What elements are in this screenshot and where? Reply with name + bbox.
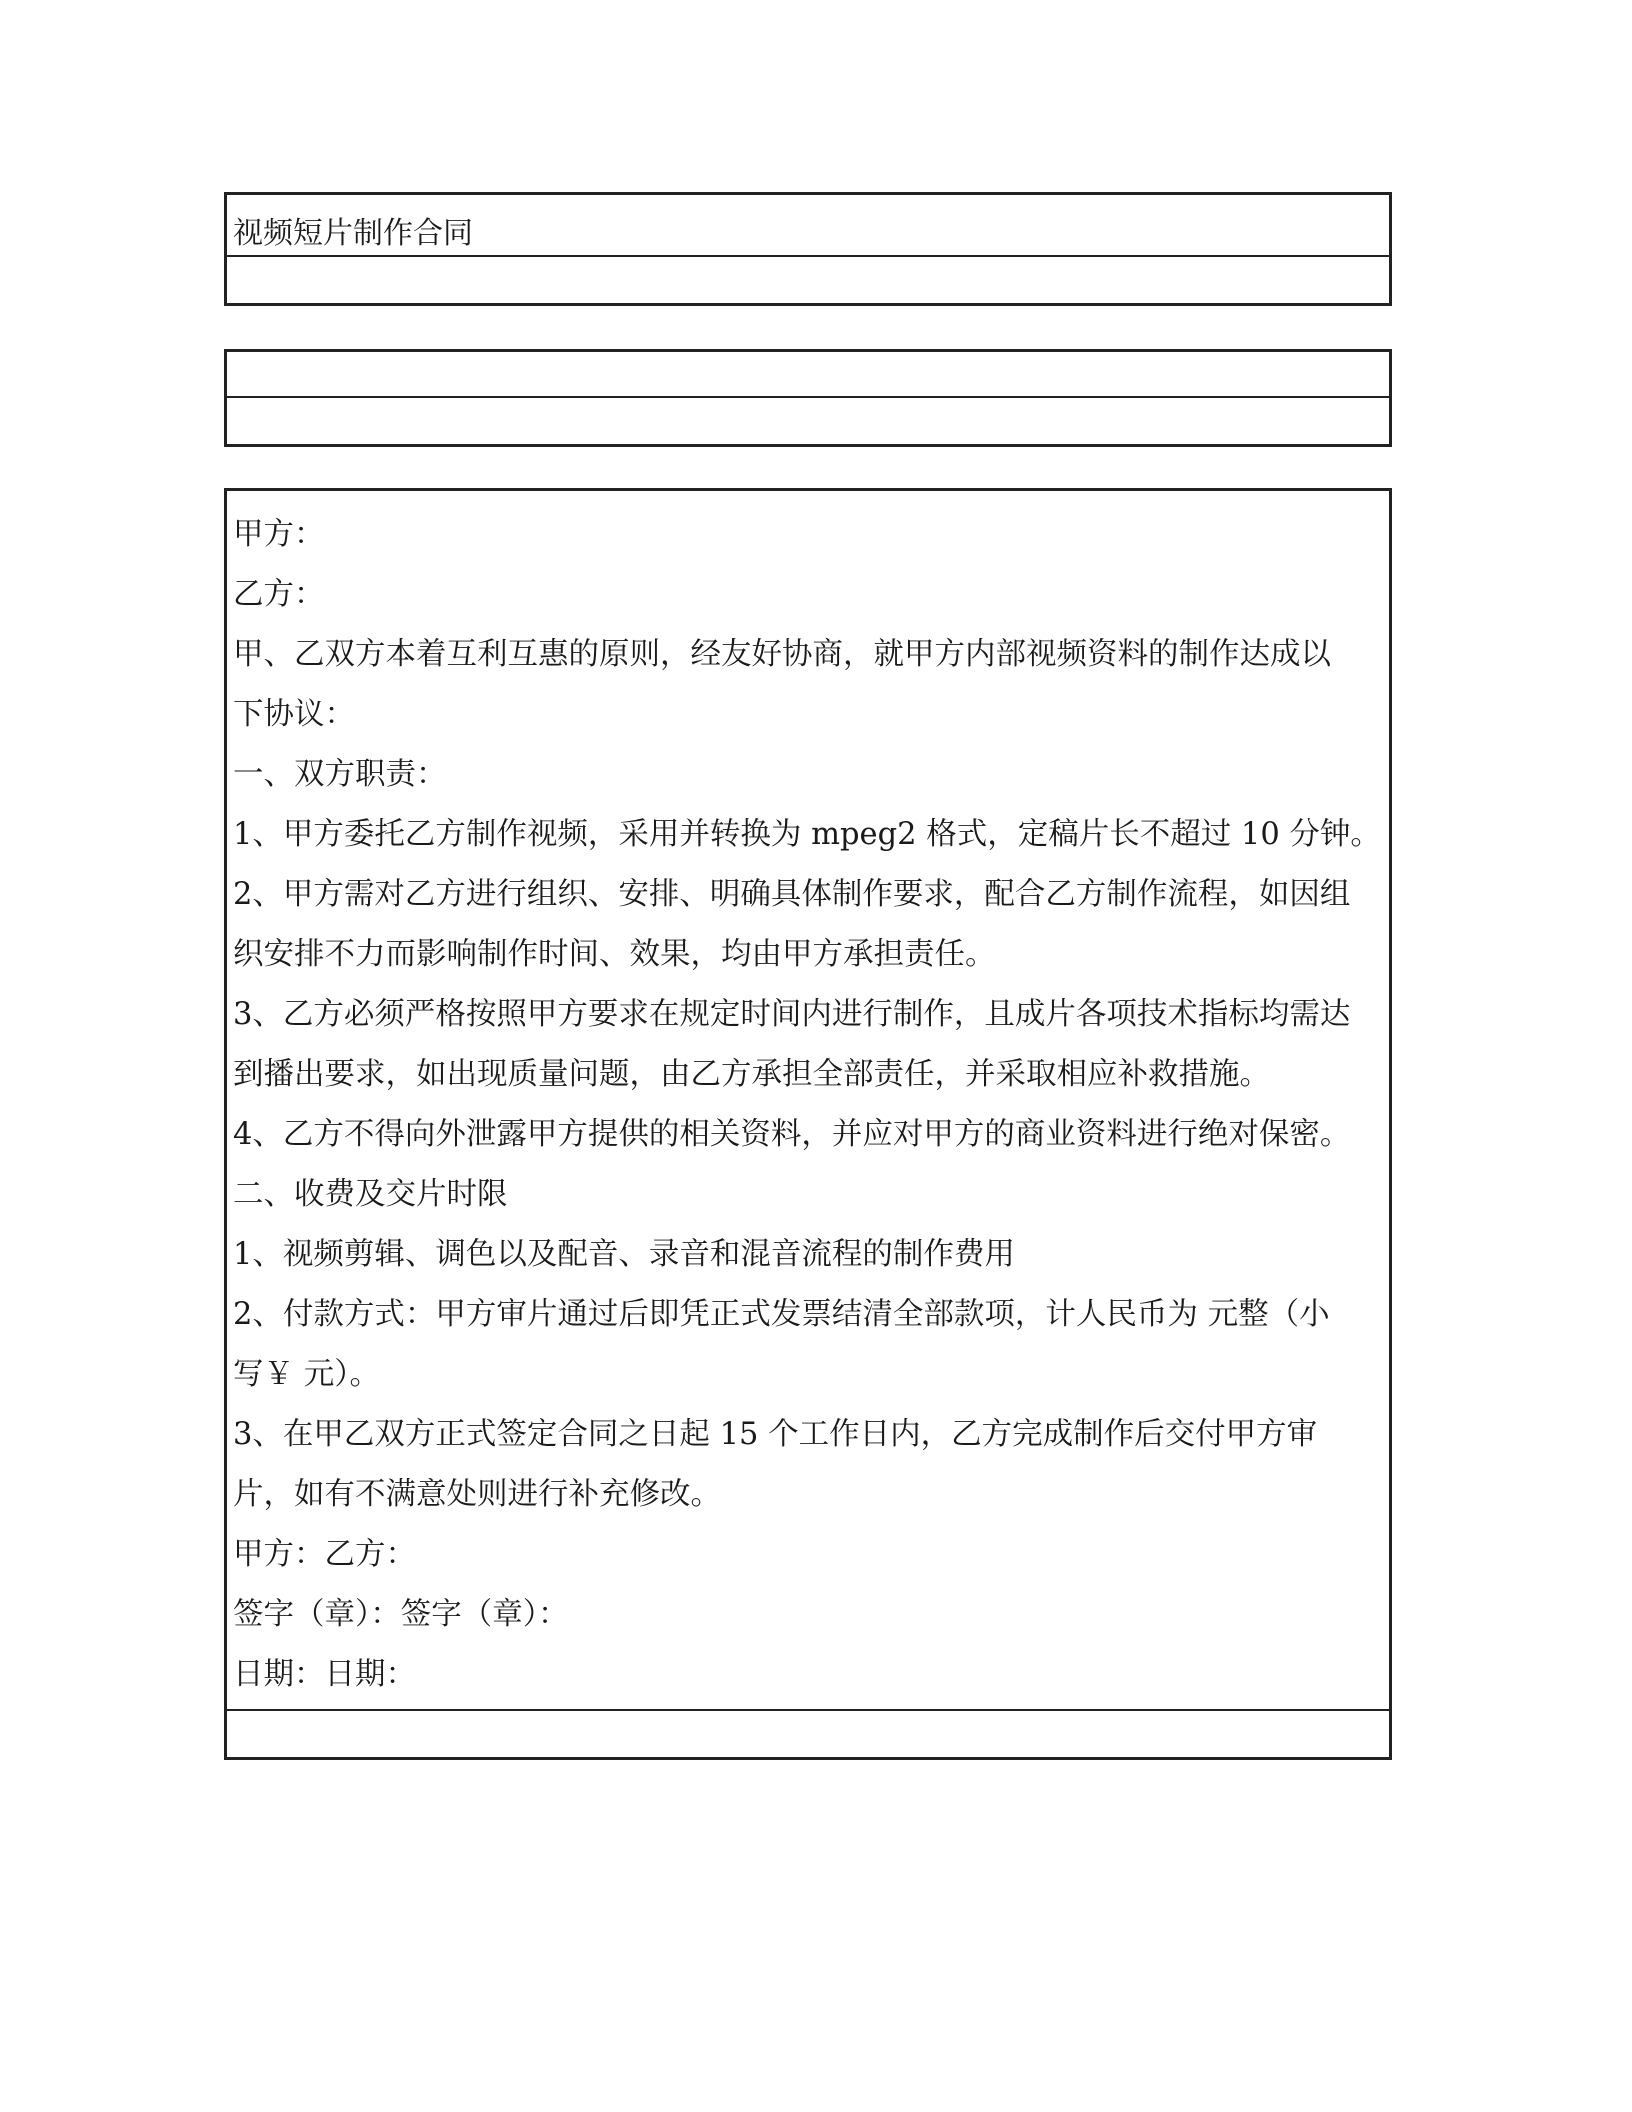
party-b-line: 乙方： — [233, 577, 325, 612]
clause-line: 3、在甲乙双方正式签定合同之日起 15 个工作日内，乙方完成制作后交付甲方审 — [233, 1417, 1318, 1452]
clause-line: 2、甲方需对乙方进行组织、安排、明确具体制作要求，配合乙方制作流程，如因组 — [233, 877, 1351, 912]
party-a-line: 甲方： — [233, 517, 325, 552]
blank-table — [224, 349, 1392, 447]
clause-line: 4、乙方不得向外泄露甲方提供的相关资料，并应对甲方的商业资料进行绝对保密。 — [233, 1117, 1351, 1152]
contract-body-table — [224, 488, 1392, 1760]
clause-line: 写￥ 元）。 — [233, 1357, 380, 1392]
clause-line: 1、甲方委托乙方制作视频，采用并转换为 mpeg2 格式，定稿片长不超过 10 分钟。 — [233, 817, 1381, 852]
clause-line: 1、视频剪辑、调色以及配音、录音和混音流程的制作费用 — [233, 1237, 1015, 1272]
signature-parties-line: 甲方：乙方： — [233, 1537, 416, 1572]
empty-row — [227, 398, 1389, 444]
section-heading: 一、双方职责： — [233, 757, 447, 792]
preamble-line: 甲、乙双方本着互利互惠的原则，经友好协商，就甲方内部视频资料的制作达成以 — [233, 637, 1331, 672]
clause-line: 到播出要求，如出现质量问题，由乙方承担全部责任，并采取相应补救措施。 — [233, 1057, 1270, 1092]
title-table — [224, 192, 1392, 306]
document-title: 视频短片制作合同 — [227, 195, 1389, 257]
clause-line: 2、付款方式：甲方审片通过后即凭正式发票结清全部款项，计人民币为 元整（小 — [233, 1297, 1330, 1332]
signature-date-line: 日期：日期： — [233, 1657, 416, 1692]
clause-line: 3、乙方必须严格按照甲方要求在规定时间内进行制作，且成片各项技术指标均需达 — [233, 997, 1351, 1032]
empty-row — [227, 1711, 1389, 1757]
section-heading: 二、收费及交片时限 — [233, 1177, 508, 1212]
empty-row — [227, 352, 1389, 398]
contract-body — [227, 491, 1389, 1711]
preamble-line: 下协议： — [233, 697, 355, 732]
clause-line: 织安排不力而影响制作时间、效果，均由甲方承担责任。 — [233, 937, 996, 972]
signature-seal-line: 签字（章）：签字（章）： — [233, 1597, 569, 1632]
clause-line: 片，如有不满意处则进行补充修改。 — [233, 1477, 721, 1512]
